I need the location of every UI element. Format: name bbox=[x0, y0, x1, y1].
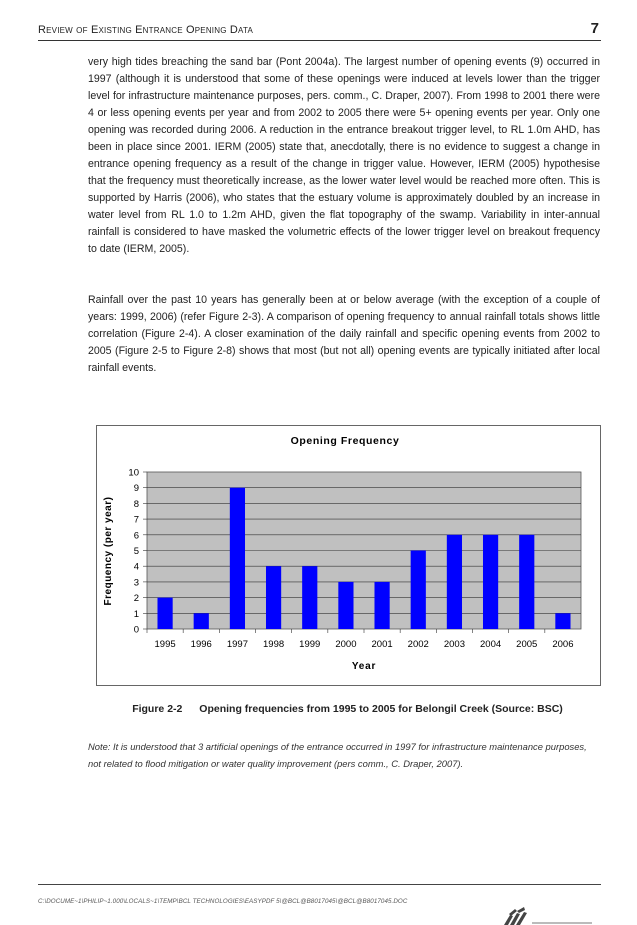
y-tick-label: 4 bbox=[133, 561, 139, 573]
y-tick-label: 8 bbox=[133, 498, 139, 510]
bar-2005 bbox=[519, 535, 534, 629]
chart-title: Opening Frequency bbox=[290, 435, 400, 447]
y-tick-label: 10 bbox=[128, 467, 139, 479]
y-tick-label: 1 bbox=[133, 608, 139, 620]
bar-2006 bbox=[555, 613, 570, 629]
footer-file-path: C:\DOCUME~1\PHILIP~1.000\LOCALS~1\TEMP\BCL TECHNOLOGIES\EASYPDF 5\@BCL@B8017045\@BCL@B8017045.DOC bbox=[38, 898, 408, 905]
x-tick-label: 2000 bbox=[335, 639, 357, 650]
y-tick-label: 6 bbox=[133, 530, 139, 542]
body-paragraph-2: Rainfall over the past 10 years has generally been at or below average (with the exception of a couple of years: 1999, 2006) (refer Figure 2-3). A comparison of opening frequency to annual rainfall totals shows little correlation (Figure 2-4). A closer examination of the daily rainfall and specific opening events from 2002 to 2005 (Figure 2-5 to Figure 2-8) shows that most (but not all) opening events are typically initiated after local rainfall events. bbox=[88, 294, 600, 374]
x-tick-label: 2006 bbox=[552, 639, 574, 650]
x-tick-label: 2004 bbox=[480, 639, 502, 650]
bar-1998 bbox=[266, 566, 281, 629]
header-title: Review of Existing Entrance Opening Data bbox=[38, 24, 254, 36]
bar-2000 bbox=[338, 582, 353, 629]
figure-number: Figure 2-2 bbox=[132, 703, 183, 715]
figure-caption bbox=[96, 703, 599, 715]
x-tick-labels bbox=[147, 629, 573, 650]
x-tick-label: 2002 bbox=[407, 639, 429, 650]
company-logo bbox=[500, 903, 600, 925]
y-tick-label: 0 bbox=[133, 624, 139, 636]
page-header bbox=[38, 20, 601, 41]
y-tick-label: 2 bbox=[133, 593, 139, 605]
y-tick-label: 3 bbox=[133, 577, 139, 589]
figure-note: Note: It is understood that 3 artificial openings of the entrance occurred in 1997 for infrastructure maintenance purposes, not related to flood mitigation or water quality improvement (pers comm., C. Draper, 2007). bbox=[88, 741, 587, 769]
x-tick-label: 1996 bbox=[190, 639, 212, 650]
x-tick-label: 1997 bbox=[226, 639, 248, 650]
y-tick-labels bbox=[128, 468, 139, 636]
body-paragraph-1: very high tides breaching the sand bar (Pont 2004a). The largest number of opening events (9) occurred in 1997 (although it is understood that some of these openings were induced at levels lower than the trigger level for infrastructure maintenance purposes, pers. comm., C. Draper, 2007). From 1998 to 2001 there were 4 or less opening events per year and from 2002 to 2005 there were 5+ opening events per year. Only one opening was recorded during 2006. A reduction in the entrance breakout trigger level, to RL 1.0m AHD, has been in place since 2001. IERM (2005) state that, anecdotally, there is no evidence to suggest a change in entrance opening frequency as a result of the change in trigger value. However, IERM (2005) hypothesise that the frequency must theoretically increase, as the lower water level would be reached more often. This is supported by Harris (2006), who states that the estuary volume is approximately doubled by an increase in water level from RL 1.0 to 1.2m AHD, given the flat topography of the swamp. Variability in inter-annual rainfall is considered to have masked the volumetric effects of the lower trigger level on breakout frequency to date (IERM, 2005). bbox=[88, 56, 600, 255]
x-axis-label: Year bbox=[351, 661, 377, 672]
x-tick-label: 2005 bbox=[516, 639, 538, 650]
x-tick-label: 2001 bbox=[371, 639, 393, 650]
x-tick-label: 1995 bbox=[154, 639, 176, 650]
figure-caption-text: Opening frequencies from 1995 to 2005 for Belongil Creek (Source: BSC) bbox=[199, 703, 563, 715]
x-tick-label: 1999 bbox=[299, 639, 321, 650]
bar-2003 bbox=[447, 535, 462, 629]
x-tick-label: 1998 bbox=[263, 639, 285, 650]
bar-2004 bbox=[483, 535, 498, 629]
opening-frequency-chart bbox=[97, 426, 600, 685]
bar-1997 bbox=[230, 488, 245, 629]
bar-1995 bbox=[157, 598, 172, 629]
bar-2001 bbox=[374, 582, 389, 629]
bar-1996 bbox=[194, 613, 209, 629]
footer-divider bbox=[38, 884, 601, 885]
y-tick-label: 5 bbox=[133, 546, 139, 557]
x-tick-label: 2003 bbox=[443, 639, 465, 650]
y-tick-label: 7 bbox=[133, 514, 139, 526]
page-number: 7 bbox=[590, 20, 599, 37]
bar-1999 bbox=[302, 566, 317, 629]
y-tick-label: 9 bbox=[133, 483, 139, 495]
bar-2002 bbox=[411, 551, 426, 630]
chart-frame bbox=[96, 425, 601, 686]
y-axis-label: Frequency (per year) bbox=[103, 496, 114, 606]
